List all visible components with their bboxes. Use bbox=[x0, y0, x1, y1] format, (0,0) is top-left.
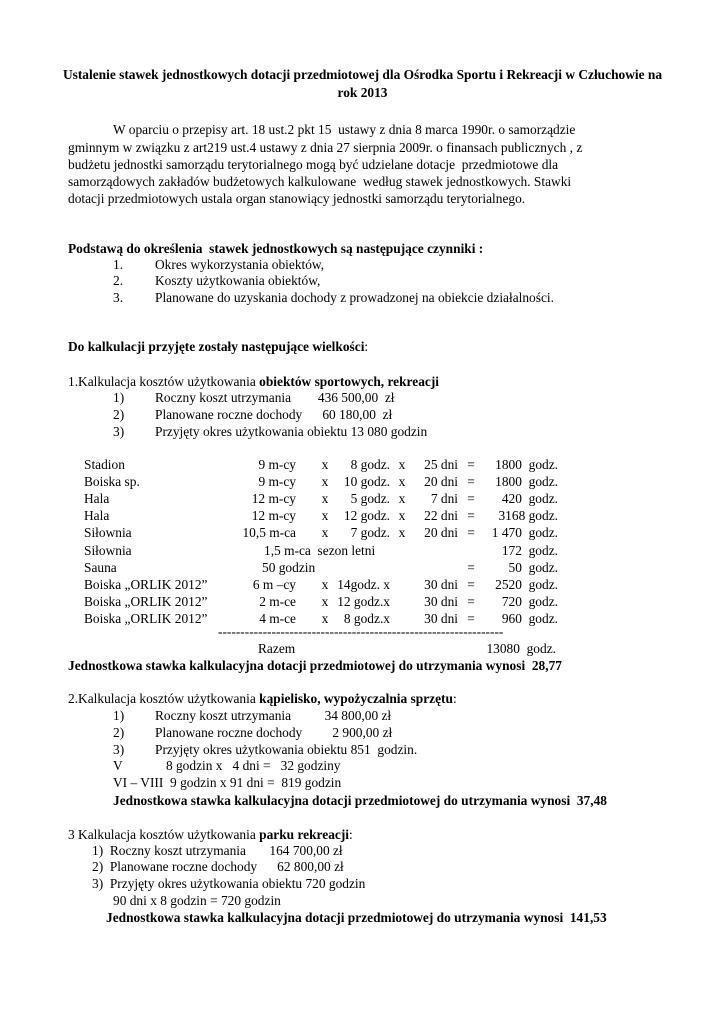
table-cell-units: 9 m-cy bbox=[258, 474, 296, 490]
factor-text-2: Koszty użytkowania obiektów, bbox=[155, 273, 321, 288]
factor-num-1: 1. bbox=[113, 257, 124, 272]
table-cell-units: 50 godzin bbox=[262, 559, 316, 575]
table-cell-total: 1800 godz. bbox=[495, 474, 558, 490]
s1-item-text-1: Roczny koszt utrzymania 436 500,00 zł bbox=[155, 390, 395, 405]
s2-item-text-3: Przyjęty okres użytkowania obiektu 851 godzin. bbox=[155, 742, 418, 757]
table-sum-label: Razem bbox=[258, 641, 296, 656]
factors-heading: Podstawą do określenia stawek jednostkowych są następujące czynniki : bbox=[68, 241, 484, 256]
s3-item-1: 1) Roczny koszt utrzymania 164 700,00 zł bbox=[92, 843, 343, 858]
table-cell-name: Siłownia bbox=[84, 525, 132, 541]
table-cell-total: 50 godz. bbox=[508, 559, 558, 575]
s2-item-num-3: 3) bbox=[113, 742, 125, 757]
table-cell-x2: x bbox=[398, 525, 406, 541]
section2-heading bbox=[68, 690, 457, 707]
intro-line-2: gminnym w związku z art219 ust.4 ustawy z dnia 27 sierpnia 2009r. o finansach publicznych , z bbox=[68, 140, 583, 155]
table-cell-eq: = bbox=[467, 610, 475, 626]
factor-num-2: 2. bbox=[113, 273, 124, 288]
section2-heading-colon: : bbox=[452, 691, 457, 706]
table-cell-name: Hala bbox=[84, 508, 110, 524]
s2-item-text-2: Planowane roczne dochody 2 900,00 zł bbox=[155, 725, 393, 740]
s2-item-num-1: 1) bbox=[113, 708, 125, 723]
table-cell-x1: x bbox=[321, 491, 329, 507]
intro-line-3: budżetu jednostki samorządu terytorialnego mogą być udzielane dotacje przedmiotowe dla bbox=[68, 157, 559, 172]
calc-heading-bold: Do kalkulacji przyjęte zostały następujące wielkości bbox=[68, 339, 365, 354]
section1-heading bbox=[68, 373, 439, 390]
table-cell-name: Stadion bbox=[84, 457, 125, 472]
table-cell-eq: = bbox=[467, 576, 475, 592]
table-cell-name: Boiska „ORLIK 2012” bbox=[84, 593, 208, 609]
table-cell-x1: x bbox=[321, 474, 329, 490]
table-cell-hours: 8 godz. bbox=[350, 457, 390, 472]
table-cell-hours: 8 godz.x bbox=[343, 610, 390, 626]
calc-heading bbox=[68, 338, 368, 355]
table-cell-x1: x bbox=[321, 525, 329, 541]
section3-rate: Jednostkowa stawka kalkulacyjna dotacji przedmiotowej do utrzymania wynosi 141,53 bbox=[106, 910, 607, 925]
table-cell-days: 20 dni bbox=[424, 525, 458, 541]
factor-text-1: Okres wykorzystania obiektów, bbox=[155, 257, 325, 272]
table-cell-eq: = bbox=[467, 508, 475, 524]
table-cell-units: 6 m –cy bbox=[252, 576, 296, 592]
s2-item-num-2: 2) bbox=[113, 725, 125, 740]
table-cell-days: 30 dni bbox=[424, 576, 458, 592]
s1-item-text-2: Planowane roczne dochody 60 180,00 zł bbox=[155, 407, 393, 422]
table-cell-total: 720 godz. bbox=[501, 593, 558, 609]
table-cell-hours: 7 godz. bbox=[350, 525, 390, 541]
table-cell-total: 172 godz. bbox=[501, 542, 558, 558]
table-cell-name: Boiska „ORLIK 2012” bbox=[84, 576, 208, 592]
table-cell-x1: x bbox=[321, 610, 329, 626]
table-cell-eq: = bbox=[467, 525, 475, 541]
table-cell-units: 12 m-cy bbox=[251, 491, 296, 507]
section3-heading-colon: : bbox=[349, 827, 353, 842]
s1-item-num-1: 1) bbox=[113, 390, 125, 405]
table-cell-units: 9 m-cy bbox=[258, 457, 296, 472]
table-cell-days: 22 dni bbox=[424, 508, 458, 524]
section2-heading-plain: 2.Kalkulacja kosztów użytkowania bbox=[68, 691, 260, 706]
table-cell-units: 10,5 m-ca bbox=[242, 525, 296, 541]
s2-item-text-1: Roczny koszt utrzymania 34 800,00 zł bbox=[155, 708, 392, 723]
table-cell-x2: x bbox=[398, 491, 406, 507]
table-cell-name: Boiska sp. bbox=[84, 474, 140, 490]
section2-heading-bold: kąpielisko, wypożyczalnia sprzętu bbox=[259, 691, 453, 706]
section1-heading-bold: obiektów sportowych, rekreacji bbox=[259, 374, 440, 389]
table-cell-x1: x bbox=[321, 593, 329, 609]
s3-formula: 90 dni x 8 godzin = 720 godzin bbox=[113, 893, 281, 908]
table-cell-units: 12 m-cy bbox=[251, 508, 296, 524]
table-cell-name: Sauna bbox=[84, 559, 117, 575]
table-cell-eq: = bbox=[467, 559, 475, 575]
table-cell-total: 1 470 godz. bbox=[491, 525, 558, 541]
table-cell-total: 960 godz. bbox=[501, 610, 558, 626]
section3-heading-bold: parku rekreacji bbox=[259, 827, 350, 842]
s1-item-text-3: Przyjęty okres użytkowania obiektu 13 080 godzin bbox=[155, 424, 428, 439]
document-title: Ustalenie stawek jednostkowych dotacji przedmiotowej dla Ośrodka Sportu i Rekreacji w Człuchowie na rok 2013 bbox=[62, 67, 663, 100]
s2-line-v: V 8 godzin x 4 dni = 32 godziny bbox=[113, 758, 341, 773]
table-cell-hours: 14godz. x bbox=[337, 576, 390, 592]
table-separator: ---------------------------------------------------------------- bbox=[218, 624, 504, 639]
s3-item-3: 3) Przyjęty okres użytkowania obiektu 720 godzin bbox=[92, 876, 366, 891]
factor-text-3: Planowane do uzyskania dochody z prowadzonej na obiekcie działalności. bbox=[155, 290, 554, 305]
table-cell-x1: x bbox=[321, 508, 329, 524]
table-cell-name: Hala bbox=[84, 491, 110, 507]
intro-line-1: W oparciu o przepisy art. 18 ust.2 pkt 15 ustawy z dnia 8 marca 1990r. o samorządzie bbox=[113, 122, 576, 137]
table-cell-x2: x bbox=[398, 474, 406, 490]
table-cell-eq: = bbox=[467, 491, 475, 507]
table-cell-units: 1,5 m-ca sezon letni bbox=[264, 542, 376, 558]
table-cell-hours: 10 godz. bbox=[343, 474, 390, 490]
table-cell-days: 30 dni bbox=[424, 593, 458, 609]
table-cell-units: 2 m-ce bbox=[259, 593, 296, 609]
table-cell-total: 2520 godz. bbox=[495, 576, 558, 592]
table-cell-units: 4 m-ce bbox=[259, 610, 296, 626]
section3-heading-plain: 3 Kalkulacja kosztów użytkowania bbox=[68, 827, 260, 842]
s1-item-num-3: 3) bbox=[113, 424, 125, 439]
table-cell-days: 20 dni bbox=[424, 474, 458, 490]
section2-rate: Jednostkowa stawka kalkulacyjna dotacji przedmiotowej do utrzymania wynosi 37,48 bbox=[113, 793, 607, 808]
table-cell-total: 420 godz. bbox=[501, 491, 558, 507]
table-cell-name: Siłownia bbox=[84, 542, 132, 558]
table-cell-total: 1800 godz. bbox=[495, 457, 558, 472]
table-cell-name: Boiska „ORLIK 2012” bbox=[84, 610, 208, 626]
table-cell-days: 25 dni bbox=[424, 457, 458, 472]
section3-heading bbox=[68, 826, 353, 843]
table-cell-x2: x bbox=[398, 457, 406, 472]
table-cell-hours: 12 godz. bbox=[343, 508, 390, 524]
s2-line-vi: VI – VIII 9 godzin x 91 dni = 819 godzin bbox=[113, 775, 342, 790]
table-cell-hours: 5 godz. bbox=[350, 491, 390, 507]
s3-item-2: 2) Planowane roczne dochody 62 800,00 zł bbox=[92, 859, 344, 874]
table-cell-days: 7 dni bbox=[430, 491, 458, 507]
calc-heading-colon: : bbox=[364, 339, 369, 354]
table-cell-eq: = bbox=[467, 593, 475, 609]
table-cell-hours: 12 godz.x bbox=[337, 593, 390, 609]
section1-heading-plain: 1.Kalkulacja kosztów użytkowania bbox=[68, 374, 260, 389]
table-cell-x1: x bbox=[321, 576, 329, 592]
intro-line-4: samorządowych zakładów budżetowych kalkulowane według stawek jednostkowych. Stawki bbox=[68, 174, 572, 189]
section1-rate: Jednostkowa stawka kalkulacyjna dotacji przedmiotowej do utrzymania wynosi 28,77 bbox=[68, 658, 562, 673]
table-cell-total: 3168 godz. bbox=[498, 508, 558, 524]
table-cell-x2: x bbox=[398, 508, 406, 524]
intro-line-5: dotacji przedmiotowych ustala organ stanowiący jednostki samorządu terytorialnego. bbox=[68, 191, 526, 206]
s1-item-num-2: 2) bbox=[113, 407, 125, 422]
table-sum-value: 13080 godz. bbox=[486, 641, 556, 656]
factor-num-3: 3. bbox=[113, 290, 124, 305]
table-cell-days: 30 dni bbox=[424, 610, 458, 626]
table-cell-eq: = bbox=[467, 474, 475, 490]
table-cell-x1: x bbox=[321, 457, 329, 472]
table-cell-eq: = bbox=[467, 457, 475, 472]
